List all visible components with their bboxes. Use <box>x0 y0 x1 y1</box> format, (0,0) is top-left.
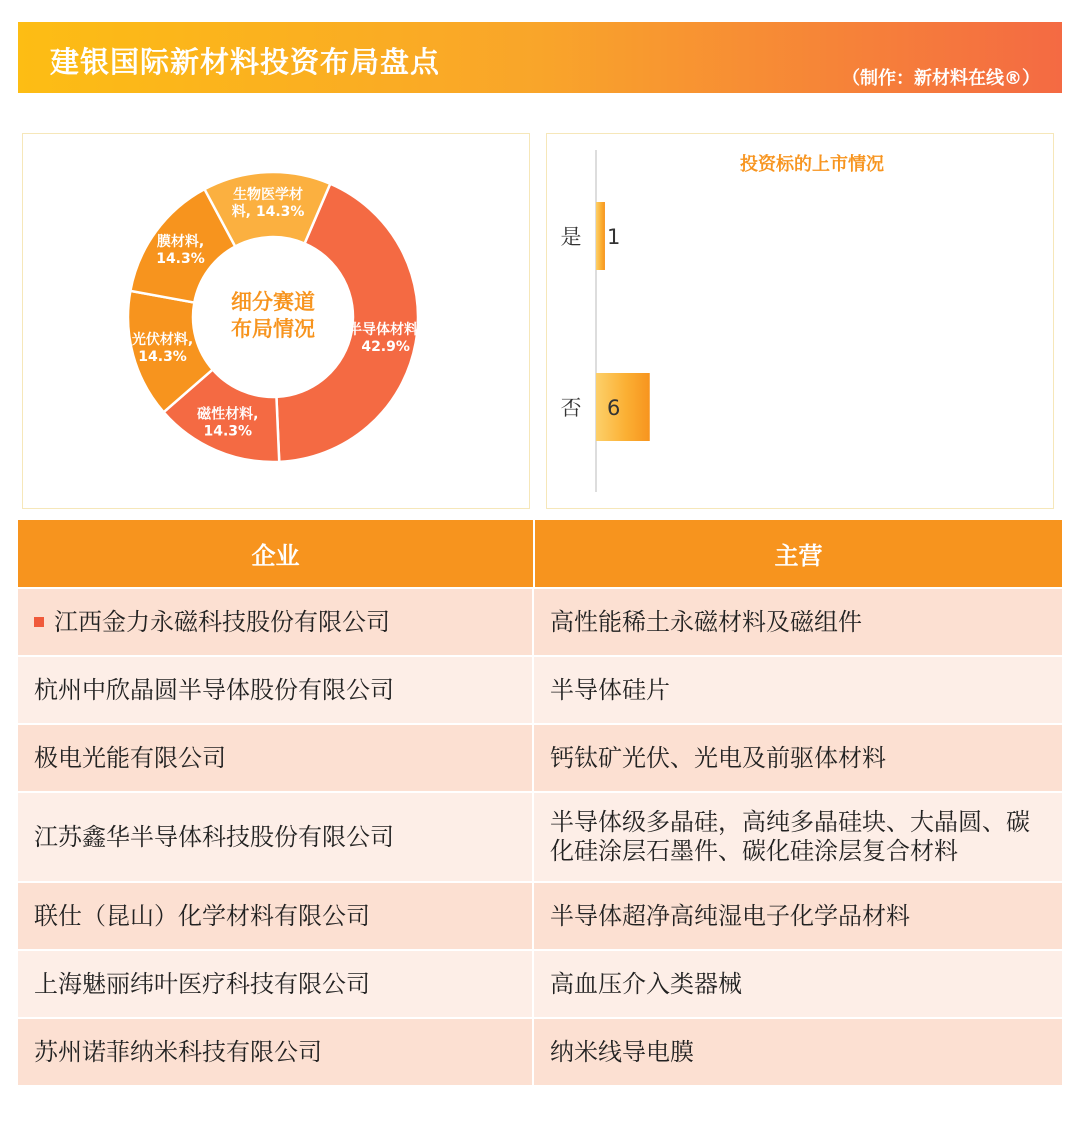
business-text: 高血压介入类器械 <box>550 969 742 998</box>
company-cell <box>18 725 534 791</box>
table-row <box>18 1019 1062 1085</box>
company-name: 江西金力永磁科技股份有限公司 <box>54 607 390 636</box>
business-text: 半导体超净高纯湿电子化学品材料 <box>550 901 910 930</box>
business-text: 高性能稀土永磁材料及磁组件 <box>550 607 862 636</box>
bar-chart <box>547 134 1053 508</box>
donut-chart-panel <box>22 133 530 509</box>
donut-center-title-1: 布局情况 <box>231 317 315 341</box>
company-name: 极电光能有限公司 <box>34 743 226 772</box>
business-text: 纳米线导电膜 <box>550 1037 694 1066</box>
header-company: 企业 <box>18 520 535 587</box>
donut-label-3-0: 膜材料, <box>156 234 205 251</box>
row-marker-icon <box>34 617 44 627</box>
table-row <box>18 793 1062 881</box>
donut-label-1-0: 磁性材料, <box>197 406 259 423</box>
table-body <box>18 589 1062 1085</box>
donut-center-title-0: 细分赛道 <box>231 290 315 314</box>
bar-chart-title: 投资标的上市情况 <box>740 154 884 175</box>
bar-1 <box>596 373 650 441</box>
business-cell <box>534 951 1062 1017</box>
company-table <box>18 520 1062 1085</box>
company-name: 江苏鑫华半导体科技股份有限公司 <box>34 822 394 851</box>
donut-label-2-0: 光伏材料, <box>131 331 194 348</box>
company-name: 联仕（昆山）化学材料有限公司 <box>34 901 370 930</box>
business-text: 钙钛矿光伏、光电及前驱体材料 <box>550 743 886 772</box>
company-cell <box>18 657 534 723</box>
table-header <box>18 520 1062 587</box>
bar-value-label-0: 1 <box>607 225 621 249</box>
table-row <box>18 657 1062 723</box>
bar-chart-panel <box>546 133 1054 509</box>
header-business: 主营 <box>774 542 823 570</box>
bar-category-label-1: 否 <box>560 396 582 420</box>
business-cell <box>534 589 1062 655</box>
company-cell <box>18 1019 534 1085</box>
company-cell <box>18 951 534 1017</box>
donut-label-1-1: 14.3% <box>203 423 253 440</box>
donut-label-0-1: 42.9% <box>361 339 410 356</box>
business-cell <box>534 1019 1062 1085</box>
page-title: 建银国际新材料投资布局盘点 <box>50 45 441 79</box>
business-cell <box>534 793 1062 881</box>
table-row <box>18 883 1062 949</box>
business-cell <box>534 657 1062 723</box>
header-banner <box>18 22 1062 93</box>
business-cell <box>534 883 1062 949</box>
donut-label-4-0: 生物医学材 <box>233 187 304 204</box>
donut-chart <box>23 134 529 508</box>
company-name: 上海魅丽纬叶医疗科技有限公司 <box>34 969 370 998</box>
credit-label: （制作：新材料在线®） <box>842 68 1040 89</box>
company-cell <box>18 793 534 881</box>
business-cell <box>534 725 1062 791</box>
donut-label-3-1: 14.3% <box>156 251 205 268</box>
donut-label-4-1: 料, 14.3% <box>231 204 305 221</box>
business-text: 半导体级多晶硅，高纯多晶硅块、大晶圆、碳化硅涂层石墨件、碳化硅涂层复合材料 <box>550 808 1030 865</box>
table-row <box>18 725 1062 791</box>
company-cell <box>18 883 534 949</box>
bar-0 <box>596 202 605 270</box>
donut-label-0-0: 半导体材料, <box>347 322 424 339</box>
table-row <box>18 951 1062 1017</box>
bar-category-label-0: 是 <box>560 225 582 249</box>
bar-value-label-1: 6 <box>607 396 621 420</box>
company-cell <box>18 589 534 655</box>
company-name: 杭州中欣晶圆半导体股份有限公司 <box>34 675 394 704</box>
company-name: 苏州诺菲纳米科技有限公司 <box>34 1037 322 1066</box>
business-text: 半导体硅片 <box>550 675 670 704</box>
donut-label-2-1: 14.3% <box>138 348 187 365</box>
table-row <box>18 589 1062 655</box>
